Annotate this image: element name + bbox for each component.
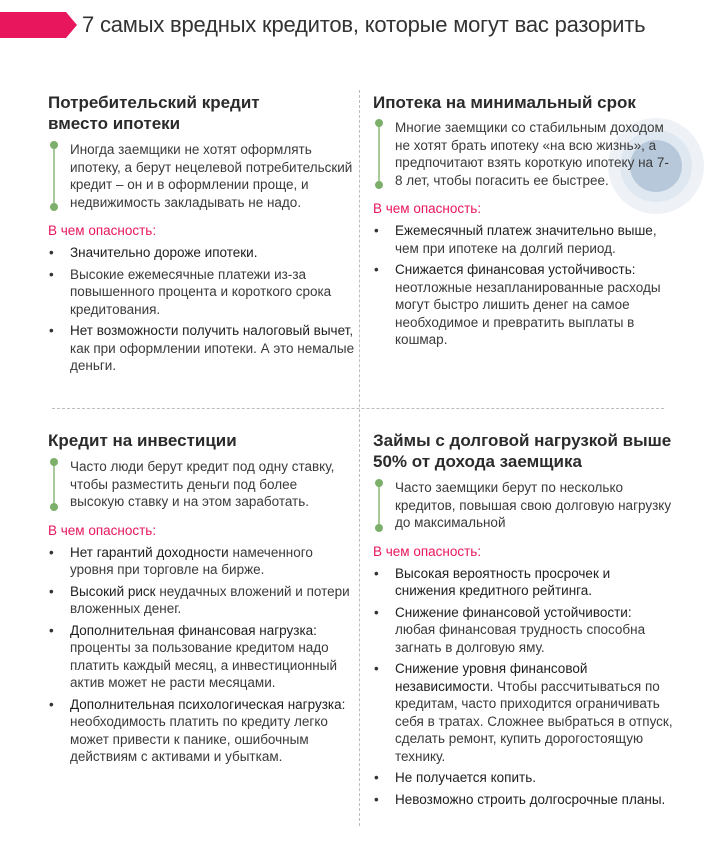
section-high-debt-load xyxy=(373,430,673,812)
intro-text: Многие заемщики со стабильным доходом не хотят брать ипотеку «на всю жизнь», а предпочитают взять короткую ипотеку на 7-8 лет, чтобы погасить ее быстрее. xyxy=(395,120,669,188)
vertical-divider xyxy=(359,90,360,826)
list-item xyxy=(48,696,358,766)
list-item xyxy=(373,660,673,765)
list-item xyxy=(373,261,673,349)
list-item xyxy=(48,583,358,618)
section-intro xyxy=(373,479,673,532)
danger-list xyxy=(48,544,358,766)
list-item-bold: Снижается финансовая устойчивость: xyxy=(395,262,636,277)
list-item-text: , чем при ипотеке на долгий период. xyxy=(395,223,657,256)
list-item-bold: Невозможно строить долгосрочные планы. xyxy=(395,791,666,807)
list-item-bold: Нет гарантий доходности xyxy=(70,544,229,560)
danger-list xyxy=(373,565,673,809)
intro-text: Часто люди берут кредит под одну ставку, чтобы разместить деньги под более высокую ставку и на этом заработать. xyxy=(70,459,335,509)
list-item-bold: Значительно дороже ипотеки. xyxy=(70,245,258,260)
list-item xyxy=(48,622,358,692)
section-intro xyxy=(48,458,340,511)
section-consumer-loan xyxy=(48,92,358,379)
list-item-text: необходимость платить по кредиту легко может привести к панике, ошибочным действиям с активами и убыткам. xyxy=(70,714,328,764)
list-item-bold: Нет возможности получить налоговый вычет xyxy=(70,323,350,338)
intro-accent-line xyxy=(53,144,55,208)
intro-dot-bottom xyxy=(375,524,383,532)
list-item-bold: Высокая вероятность просрочек и снижения кредитного рейтинга. xyxy=(395,565,611,598)
intro-dot-bottom xyxy=(50,203,58,211)
intro-dot-bottom xyxy=(50,503,58,511)
section-title: Займы с долговой нагрузкой выше 50% от дохода заемщика xyxy=(373,431,672,471)
list-item-bold: Высокий риск xyxy=(70,583,156,599)
intro-text: Часто заемщики берут по несколько кредитов, повышая свою долговую нагрузку до максимальной xyxy=(395,480,672,530)
list-item-text: намеченного уровня при торговле на бирже. xyxy=(70,544,313,577)
list-item-text: неотложные незапланированные расходы могут быстро лишить денег на самое необходимое и превратить выплаты в кошмар. xyxy=(395,279,661,347)
horizontal-divider xyxy=(52,408,664,409)
list-item xyxy=(373,604,673,657)
list-item-text: , как при оформлении ипотеки. А это немалые деньги. xyxy=(70,323,355,373)
section-title: Потребительский кредит вместо ипотеки xyxy=(48,93,260,133)
list-item-text: неудачных вложений и потери вложенных денег. xyxy=(70,583,350,616)
list-item-text: любая финансовая трудность способна загнать в долговую яму. xyxy=(395,622,646,655)
intro-accent-line xyxy=(53,461,55,508)
list-item xyxy=(373,565,673,600)
list-item-bold: Дополнительная психологическая нагрузка: xyxy=(70,696,346,712)
intro-dot-bottom xyxy=(375,181,383,189)
section-intro xyxy=(373,119,673,189)
list-item xyxy=(48,544,358,579)
section-investment-loan xyxy=(48,430,358,770)
danger-label: В чем опасность: xyxy=(48,223,157,238)
list-item-text: проценты за пользование кредитом надо платить каждый месяц, а инвестиционный актив может не расти месяцами. xyxy=(70,640,337,690)
list-item xyxy=(48,266,358,319)
list-item-bold: Не получается копить. xyxy=(395,770,536,785)
list-item xyxy=(48,322,358,375)
list-item xyxy=(373,769,673,787)
section-short-mortgage xyxy=(373,92,673,353)
header-accent-bar xyxy=(0,12,66,38)
list-item xyxy=(373,222,673,257)
intro-dot-top xyxy=(375,119,383,127)
intro-accent-line xyxy=(378,122,380,186)
page-header xyxy=(0,8,720,46)
intro-dot-top xyxy=(375,479,383,487)
list-item-text: Высокие ежемесячные платежи из-за повышенного процента и короткого срока кредитования. xyxy=(70,266,332,317)
list-item-bold: Ежемесячный платеж значительно выше xyxy=(395,223,653,238)
list-item-bold: Дополнительная финансовая нагрузка: xyxy=(70,622,317,638)
section-intro xyxy=(48,141,358,211)
list-item-text: Чтобы рассчитываться по кредитам, часто приходится ограничивать себя в тратах. Сложнее выбраться в отпуск, сделать ремонт, купить дорогостоящую технику. xyxy=(395,678,673,764)
intro-dot-top xyxy=(50,458,58,466)
list-item xyxy=(48,244,358,262)
intro-dot-top xyxy=(50,141,58,149)
danger-label: В чем опасность: xyxy=(373,201,482,216)
intro-accent-line xyxy=(378,482,380,529)
intro-text: Иногда заемщики не хотят оформлять ипотеку, а берут нецелевой потребительский кредит – он и в оформлении проще, и недвижимость закладывать не надо. xyxy=(70,142,353,210)
danger-label: В чем опасность: xyxy=(373,543,482,559)
header-accent-arrow xyxy=(66,12,77,38)
section-title: Кредит на инвестиции xyxy=(48,431,237,450)
list-item-bold: Снижение финансовой устойчивости: xyxy=(395,604,632,620)
danger-list xyxy=(48,244,358,375)
danger-list xyxy=(373,222,673,349)
page-title: 7 самых вредных кредитов, которые могут вас разорить xyxy=(82,12,646,37)
list-item xyxy=(373,791,673,809)
danger-label: В чем опасность: xyxy=(48,522,157,538)
section-title: Ипотека на минимальный срок xyxy=(373,93,636,112)
list-item-bold: Снижение уровня финансовой независимости. xyxy=(395,661,588,694)
